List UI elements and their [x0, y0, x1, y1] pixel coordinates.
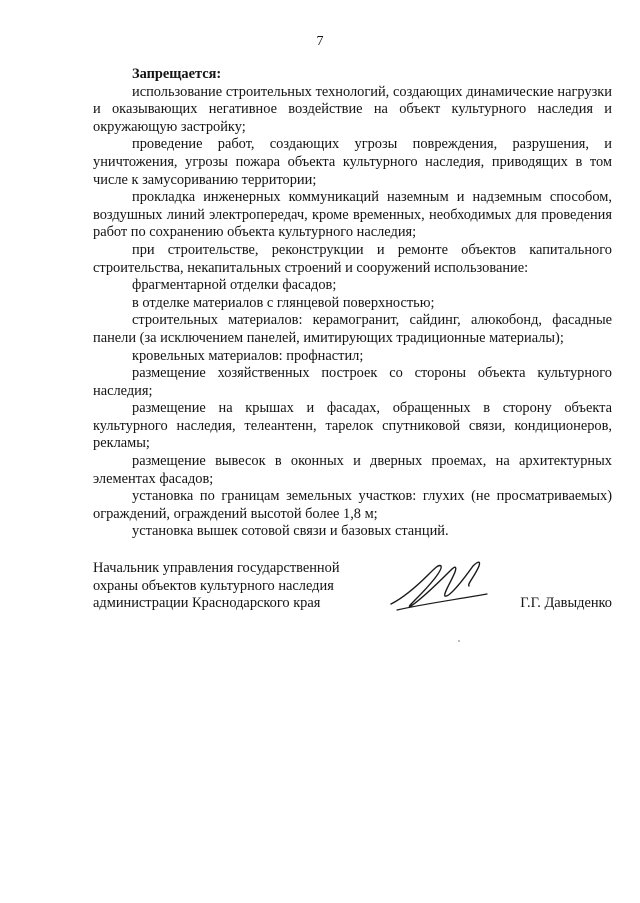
paragraph: кровельных материалов: профнастил;: [132, 347, 364, 364]
signer-name: Г.Г. Давыденко: [520, 595, 612, 611]
paragraph: строительных материалов: керамогранит, сайдинг, алюкобонд, фасадные панели (за исключением панелей, имитирующих традиционные материалы);: [93, 312, 612, 346]
paragraph: прокладка инженерных коммуникаций наземным и надземным способом, воздушных линий электропередач, кроме временных, необходимых для проведения работ по сохранению объекта культурного наследия;: [93, 189, 612, 241]
paragraph: в отделке материалов с глянцевой поверхностью;: [132, 294, 435, 311]
paragraph: размещение хозяйственных построек со стороны объекта культурного наследия;: [93, 365, 612, 399]
signer-position: [93, 560, 373, 613]
handwritten-signature: [383, 554, 493, 616]
document-body: [93, 66, 612, 541]
paragraph: проведение работ, создающих угрозы повреждения, разрушения, и уничтожения, угрозы пожара объекта культурного наследия, приводящих в том числе к замусориванию территории;: [93, 136, 612, 188]
scan-speck: [458, 640, 460, 642]
signer-position-line: Начальник управления государственной: [93, 560, 340, 576]
section-heading: Запрещается:: [132, 66, 222, 82]
paragraph: размещение вывесок в оконных и дверных проемах, на архитектурных элементах фасадов;: [93, 453, 612, 487]
paragraph: использование строительных технологий, создающих динамические нагрузки и оказывающих негативное воздействие на объект культурного наследия и окружающую застройку;: [93, 83, 612, 135]
page-number: 7: [316, 34, 324, 49]
signer-position-line: охраны объектов культурного наследия: [93, 577, 334, 594]
signature-block: [93, 560, 612, 620]
paragraph: фрагментарной отделки фасадов;: [132, 277, 337, 294]
paragraph: размещение на крышах и фасадах, обращенных в сторону объекта культурного наследия, телеантенн, тарелок спутниковой связи, кондиционеров, рекламы;: [93, 400, 612, 452]
paragraph: при строительстве, реконструкции и ремонте объектов капитального строительства, некапитальных строений и сооружений использование:: [93, 241, 612, 276]
paragraph: установка по границам земельных участков: глухих (не просматриваемых) ограждений, ограждений высотой более 1,8 м;: [93, 488, 612, 522]
signer-position-line: администрации Краснодарского края: [93, 595, 321, 612]
paragraph: установка вышек сотовой связи и базовых станций.: [132, 523, 449, 540]
